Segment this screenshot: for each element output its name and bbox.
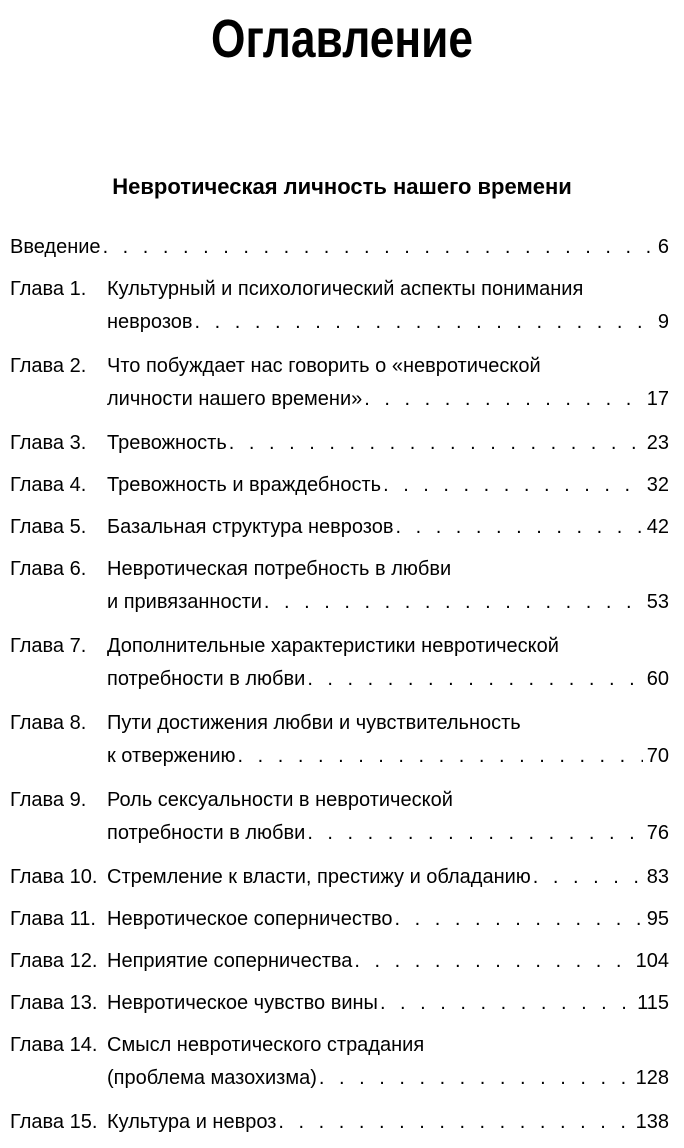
toc-entry-page-number: 70 [646,745,669,767]
dot-leader [364,383,642,416]
toc-entry-label: Глава 13. [10,992,98,1014]
toc-entry-last-line [107,740,669,773]
toc-entry-label: Глава 9. [10,789,87,811]
dot-leader [103,231,654,264]
toc-entry-last-line [107,511,669,544]
toc-entry-label: Глава 8. [10,712,87,734]
toc-entry-page-number: 42 [646,516,669,538]
toc-entry-body [107,861,669,894]
dot-leader [395,903,643,936]
toc-entry[interactable] [10,273,669,339]
dot-leader [533,861,643,894]
toc-entry-title-line: Культура и невроз [107,1111,277,1133]
toc-entry-title-line: к отвержению [107,745,236,767]
toc-entry-title-line: Введение [10,236,101,258]
toc-entry-title-line: Невротическая потребность в любви [107,558,452,580]
toc-entry-title-line: и привязанности [107,591,262,613]
toc-entry-title-line: Роль сексуальности в невротической [107,789,453,811]
toc-entry-last-line [107,1062,669,1095]
toc-entry-title-line: Дополнительные характеристики невротической [107,635,559,657]
toc-entry-last-line [107,817,669,850]
table-of-contents [10,231,669,1148]
toc-entry-page-number: 6 [657,236,669,258]
toc-entry[interactable] [10,511,669,544]
toc-entry-label: Глава 6. [10,558,87,580]
toc-entry-title-line: Культурный и психологический аспекты понимания [107,278,584,300]
toc-entry-last-line [107,1106,669,1139]
toc-entry-page-number: 95 [646,908,669,930]
toc-entry-label: Глава 2. [10,355,87,377]
toc-entry-body [107,1029,669,1095]
dot-leader [229,427,643,460]
toc-entry-body [107,469,669,502]
toc-entry-body [107,987,669,1020]
toc-entry-title-line: Смысл невротического страдания [107,1034,425,1056]
dot-leader [354,945,631,978]
toc-entry-label: Глава 1. [10,278,87,300]
dot-leader [307,817,642,850]
dot-leader [319,1062,632,1095]
toc-entry[interactable] [10,630,669,696]
toc-entry-title-line: потребности в любви [107,822,306,844]
toc-entry-body [10,231,669,264]
toc-entry-title-line: потребности в любви [107,668,306,690]
toc-entry-body [107,350,669,416]
toc-entry-page-number: 53 [646,591,669,613]
toc-entry[interactable] [10,427,669,460]
toc-entry[interactable] [10,350,669,416]
toc-entry-last-line [107,586,669,619]
toc-entry-title-line: Невротическое чувство вины [107,992,378,1014]
toc-entry-page-number: 104 [635,950,669,972]
toc-entry-label: Глава 4. [10,474,87,496]
toc-entry-page-number: 60 [646,668,669,690]
toc-entry[interactable] [10,987,669,1020]
toc-entry-title-line: (проблема мазохизма) [107,1067,317,1089]
toc-entry-body [107,784,669,850]
dot-leader [380,987,633,1020]
toc-entry-title-line: Стремление к власти, престижу и обладанию [107,866,531,888]
toc-entry[interactable] [10,861,669,894]
dot-leader [195,306,654,339]
toc-entry-label: Глава 11. [10,908,96,930]
toc-entry-body [107,427,669,460]
toc-entry-body [107,707,669,773]
toc-entry-body [107,553,669,619]
toc-entry-title-line: Тревожность [107,432,227,454]
toc-entry-body [107,1106,669,1139]
toc-entry-title-line: неврозов [107,311,193,333]
toc-entry-last-line [107,945,669,978]
toc-entry-title-line: Невротическое соперничество [107,908,393,930]
toc-entry-body [107,903,669,936]
toc-entry-title-line: Что побуждает нас говорить о «невротической [107,355,541,377]
toc-entry-body [107,273,669,339]
toc-entry-page-number: 138 [635,1111,669,1133]
toc-entry-title-line: Базальная структура неврозов [107,516,394,538]
toc-entry-body [107,511,669,544]
dot-leader [264,586,643,619]
toc-entry-page-number: 17 [646,388,669,410]
toc-entry[interactable] [10,1106,669,1139]
toc-entry-label: Глава 10. [10,866,98,888]
toc-entry-last-line [107,383,669,416]
toc-entry-last-line [107,987,669,1020]
toc-entry-label: Глава 3. [10,432,87,454]
toc-entry-body [107,630,669,696]
toc-entry[interactable] [10,903,669,936]
toc-entry[interactable] [10,707,669,773]
toc-entry-last-line [107,427,669,460]
dot-leader [278,1106,631,1139]
toc-entry-label: Глава 14. [10,1034,98,1056]
toc-entry[interactable] [10,1029,669,1095]
toc-entry-last-line [10,231,669,264]
toc-entry-body [107,945,669,978]
toc-entry-label: Глава 12. [10,950,98,972]
toc-entry[interactable] [10,231,669,264]
toc-entry-title-line: Неприятие соперничества [107,950,353,972]
toc-entry-label: Глава 15. [10,1111,98,1133]
toc-entry-label: Глава 7. [10,635,87,657]
toc-entry-page-number: 23 [646,432,669,454]
toc-entry-title-line: Пути достижения любви и чувствительность [107,712,521,734]
toc-entry-title-line: Тревожность и враждебность [107,474,382,496]
toc-entry[interactable] [10,945,669,978]
toc-entry-last-line [107,663,669,696]
toc-entry-last-line [107,861,669,894]
dot-leader [307,663,642,696]
toc-entry-page-number: 32 [646,474,669,496]
toc-entry-page-number: 83 [646,866,669,888]
toc-entry[interactable] [10,553,669,619]
dot-leader [395,511,642,544]
toc-entry-label: Глава 5. [10,516,87,538]
dot-leader [383,469,643,502]
toc-entry-title-line: личности нашего времени» [107,388,363,410]
toc-entry-last-line [107,469,669,502]
toc-entry[interactable] [10,469,669,502]
toc-entry-last-line [107,903,669,936]
toc-entry-page-number: 115 [637,992,669,1014]
section-title: Невротическая личность нашего времени [112,174,572,199]
toc-entry-last-line [107,306,669,339]
page-title: Оглавление [211,9,473,69]
toc-entry[interactable] [10,784,669,850]
toc-entry-page-number: 76 [646,822,669,844]
toc-entry-page-number: 128 [635,1067,669,1089]
dot-leader [238,740,643,773]
toc-entry-page-number: 9 [657,311,669,333]
